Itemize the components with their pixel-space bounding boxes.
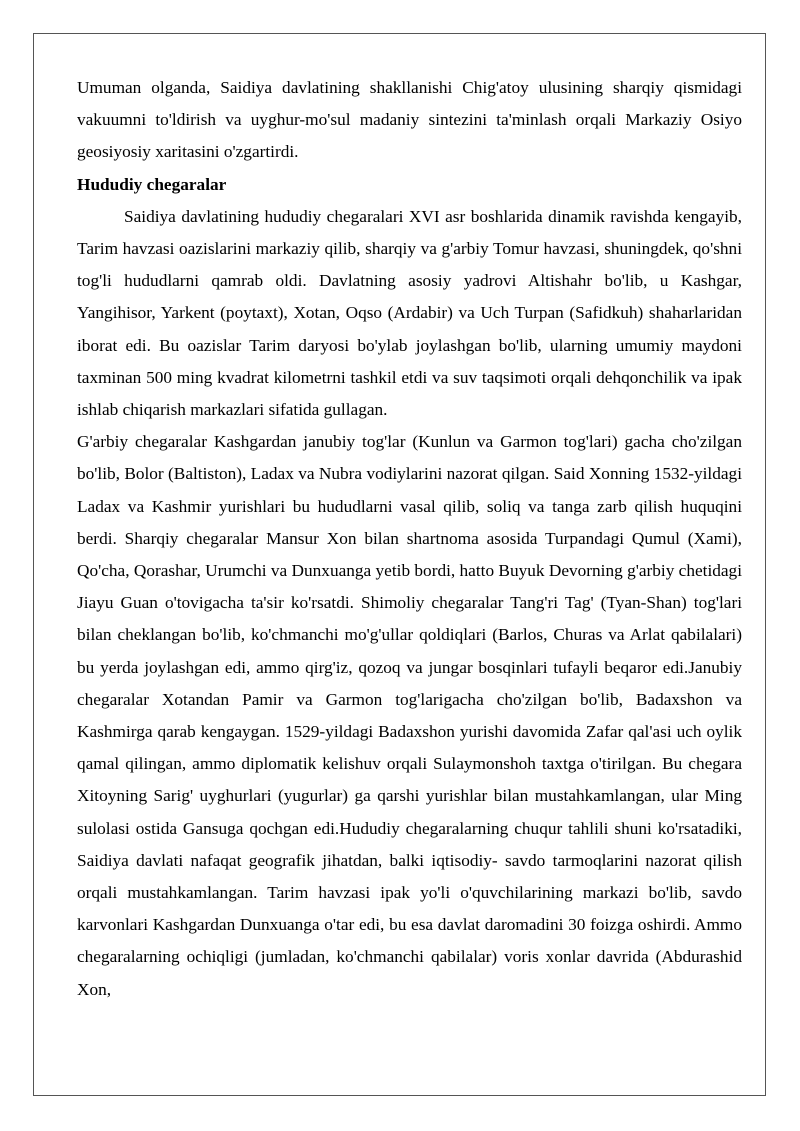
borders-paragraph: G'arbiy chegaralar Kashgardan janubiy tog'lar (Kunlun va Garmon tog'lari) gacha cho'zilgan bo'lib, Bolor (Baltiston), Ladax va Nubra vodiylarini nazorat qilgan. Said Xonning 1532-yildagi Ladax va Kashmir yurishlari bu hududlarni vasal qilib, soliq va tanga zarb qilish huquqini berdi. Sharqiy chegaralar Mansur Xon bilan shartnoma asosida Turpandagi Qumul (Xami), Qo'cha, Qorashar, Urumchi va Dunxuanga yetib bordi, hatto Buyuk Devorning g'arbiy chetidagi Jiayu Guan o'tovigacha ta'sir ko'rsatdi. Shimoliy chegaralar Tang'ri Tag' (Tyan-Shan) tog'lari bilan cheklangan bo'lib, ko'chmanchi mo'g'ullar qoldiqlari (Barlos, Churas va Arlat qabilalari) bu yerda joylashgan edi, ammo qirg'iz, qozoq va jungar bosqinlari tufayli beqaror edi.Janubiy chegaralar Xotandan Pamir va Garmon tog'larigacha cho'zilgan bo'lib, Badaxshon va Kashmirga qarab kengaygan. 1529-yildagi Badaxshon yurishi davomida Zafar qal'asi uch oylik qamal qilingan, ammo diplomatik kelishuv orqali Sulaymonshoh taxtga o'tirilgan. Bu chegara Xitoyning Sarig' uyghurlari (yugurlar) ga qarshi yurishlar bilan mustahkamlangan, ular Ming sulolasi ostida Gansuga qochgan edi.Hududiy chegaralarning chuqur tahlili shuni ko'rsatadiki, Saidiya davlati nafaqat geografik jihatdan, balki iqtisodiy- savdo tarmoqlarini nazorat qilish orqali mustahkamlangan. Tarim havzasi ipak yo'li o'quvchilarining markazi bo'lib, savdo karvonlari Kashgardan Dunxuanga o'tar edi, bu esa davlat daromadini 30 foizga oshirdi. Ammo chegaralarning ochiqligi (jumladan, ko'chmanchi qabilalar) voris xonlar davrida (Abdurashid Xon,	[77, 432, 742, 999]
territory-paragraph: Saidiya davlatining hududiy chegaralari XVI asr boshlarida dinamik ravishda kengayib, Tarim havzasi oazislarini markaziy qilib, sharqiy va g'arbiy Tomur havzasi, shuningdek, qo'shni tog'li hududlarni qamrab oldi. Davlatning asosiy yadrovi Altishahr bo'lib, u Kashgar, Yangihisor, Yarkent (poytaxt), Xotan, Oqso (Ardabir) va Uch Turpan (Safidkuh) shaharlaridan iborat edi. Bu oazislar Tarim daryosi bo'ylab joylashgan bo'lib, ularning umumiy maydoni taxminan 500 ming kvadrat kilometrni tashkil etdi va suv taqsimoti orqali dehqonchilik va ipak ishlab chiqarish markazlari sifatida gullagan.	[77, 206, 742, 420]
section-heading: Hududiy chegaralar	[77, 174, 227, 194]
document-body	[77, 72, 742, 1006]
intro-paragraph: Umuman olganda, Saidiya davlatining shakllanishi Chig'atoy ulusining sharqiy qismidagi vakuumni to'ldirish va uyghur-mo'sul madaniy sintezini ta'minlash orqali Markaziy Osiyo geosiyosiy xaritasini o'zgartirdi.	[77, 78, 742, 162]
